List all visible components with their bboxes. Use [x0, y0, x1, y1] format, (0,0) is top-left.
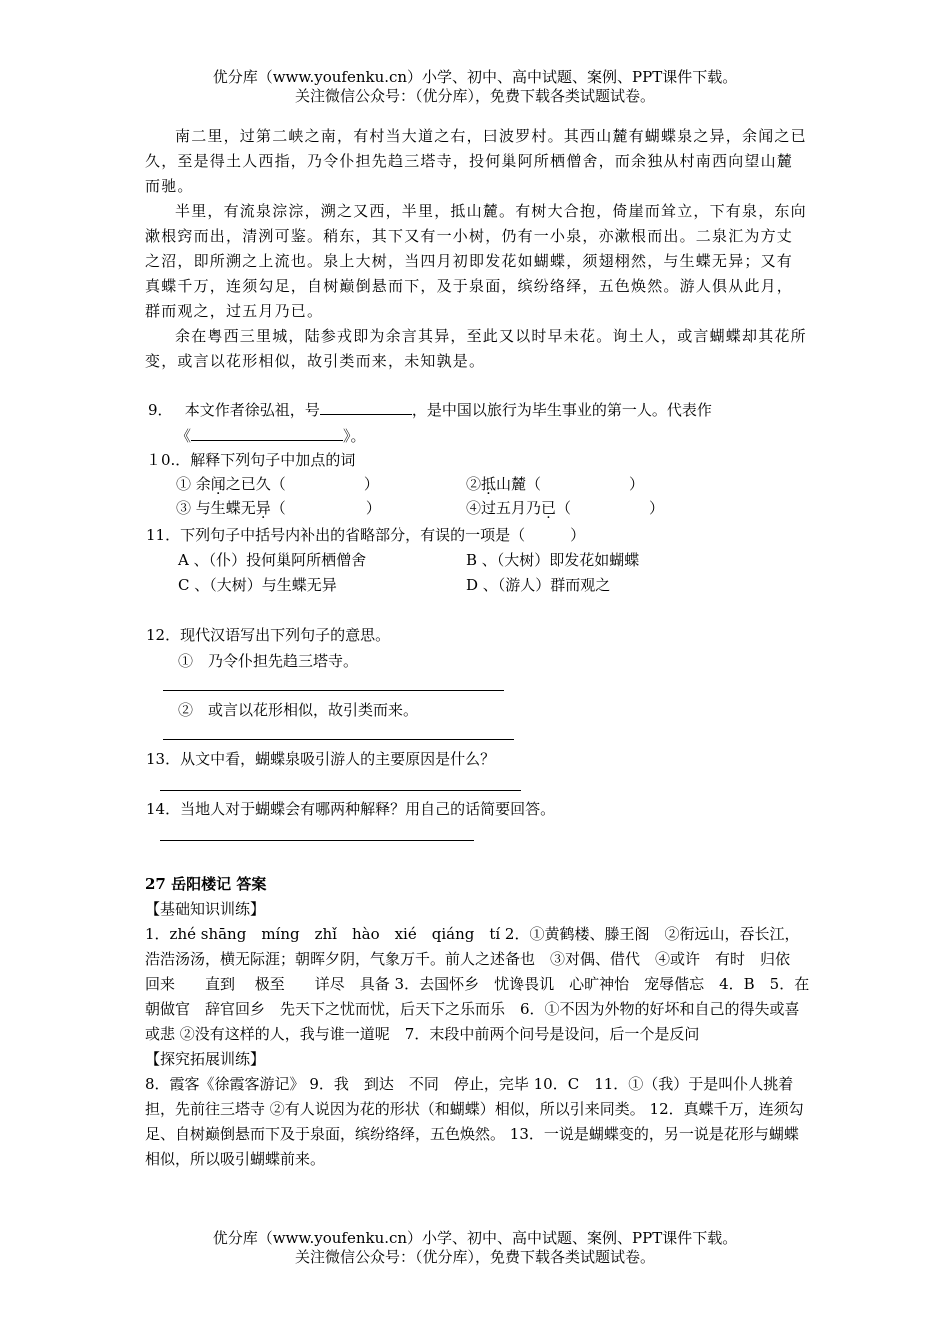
footer-line-2: 关注微信公众号：（优分库），免费下载各类试题试卷。 [294, 1248, 655, 1266]
answer-blank[interactable] [191, 424, 343, 441]
section-heading: 【基础知识训练】 [145, 900, 266, 918]
question-9 [148, 398, 712, 421]
answers-body [145, 897, 810, 1172]
answer-line[interactable] [160, 790, 521, 791]
question-9-line-2 [176, 424, 366, 447]
answers-part-2: 8．霞客《徐霞客游记》 9．我 到达 不同 停止，完毕 10．C 11．①（我）于是叫仆人挑着担，先前往三塔寺 ②有人说因为花的形状（和蝴蝶）相似，所以引来同类。 12．真蝶千万，连须勾足、自树巅倒悬而下及于泉面，缤纷络绎，五色焕然。 13．一说是蝴蝶变的，另一说是花形与蝴蝶相似，所以吸引蝴蝶前来。 [145, 1075, 804, 1168]
passage [145, 124, 809, 374]
answer-line[interactable] [160, 840, 474, 841]
passage-paragraph-3: 余在粤西三里城，陆参戎即为余言其异，至此又以时早未花。询土人，或言蝴蝶却其花所变，或言以花形相似，故引类而来，未知孰是。 [145, 327, 807, 370]
dotted-word: 异 [255, 499, 271, 517]
header-line-2: 关注微信公众号：（优分库），免费下载各类试题试卷。 [294, 87, 655, 105]
question-11-option-d[interactable]: D 、（游人）群而观之 [466, 576, 611, 594]
answers-title: 27 岳阳楼记 答案 [145, 875, 267, 893]
question-10-item-3: ③ 与生蝶无异（ ） [176, 499, 381, 517]
question-9-text-b: ，是中国以旅行为毕生事业的第一人。代表作 [411, 401, 712, 419]
question-11-option-c[interactable]: C 、（大树）与生蝶无异 [178, 576, 337, 594]
question-11-option-b[interactable]: B 、（大树）即发花如蝴蝶 [466, 551, 640, 569]
header-line-1: 优分库（www.youfenku.cn）小学、初中、高中试题、案例、PPT课件下载。 [212, 68, 738, 86]
question-10-item-4: ④过五月乃已（ ） [466, 499, 665, 517]
question-9-text-a: 9． 本文作者徐弘祖，号 [148, 401, 320, 419]
answer-blank[interactable] [320, 398, 412, 415]
question-10: １0.．解释下列句子中加点的词 [146, 451, 356, 469]
question-9-open-bracket: 《 [176, 427, 192, 445]
question-11-option-a[interactable]: A 、（仆）投何巢阿所栖僧舍 [178, 551, 367, 569]
question-12: 12．现代汉语写出下列句子的意思。 [146, 626, 391, 644]
answer-line[interactable] [163, 690, 504, 691]
question-12-item-1: ① 乃令仆担先趋三塔寺。 [178, 652, 359, 670]
passage-paragraph-2: 半里，有流泉淙淙，溯之又西，半里，抵山麓。有树大合抱，倚崖而耸立，下有泉，东向漱根窍而出，清洌可鉴。稍东，其下又有一小树，仍有一小泉，亦漱根而出。二泉汇为方丈之沼，即所溯之上流也。泉上大树，当四月初即发花如蝴蝶，须翅栩然，与生蝶无异；又有真蝶千万，连须勾足，自树巅倒悬而下，及于泉面，缤纷络绎，五色焕然。游人俱从此月，群而观之，过五月乃已。 [145, 202, 807, 320]
question-14: 14．当地人对于蝴蝶会有哪两种解释？用自己的话简要回答。 [146, 800, 556, 818]
dotted-word: 已 [541, 499, 557, 517]
passage-paragraph-1: 南二里，过第二峡之南，有村当大道之右，曰波罗村。其西山麓有蝴蝶泉之异，余闻之已久，至是得土人西指，乃令仆担先趋三塔寺，投何巢阿所栖僧舍，而余独从村南西向望山麓而驰。 [145, 127, 807, 195]
question-10-item-2: ②抵山麓（ ） [466, 475, 645, 493]
dotted-word: 闻 [210, 475, 226, 493]
question-11: 11．下列句子中括号内补出的省略部分，有误的一项是（ ） [146, 526, 586, 544]
answers-part-1: 1．zhé shāng míng zhǐ hào xié qiáng tí 2．①黄鹤楼、滕王阁 ②衔远山，吞长江，浩浩汤汤，横无际涯；朝晖夕阴，气象万千。前人之述备也 ③对偶、借代 ④或许 有时 归依 回来 直到 极至 详尽 具备 3．去国怀乡 忧谗畏讥 心旷神怡 宠辱偕忘 4．B 5．在朝做官 辞官回乡 先天下之忧而忧，后天下之乐而乐 6．①不因为外物的好坏和自己的得失或喜或悲 ②没有这样的人，我与谁一道呢 7．末段中前两个问号是设问，后一个是反问 [145, 925, 810, 1043]
answer-line[interactable] [163, 739, 514, 740]
dotted-word: 抵 [481, 475, 497, 493]
question-10-item-1: ① 余闻之已久（ ） [176, 475, 379, 493]
question-13: 13．从文中看，蝴蝶泉吸引游人的主要原因是什么？ [146, 750, 496, 768]
question-9-close-bracket: 》。 [343, 427, 366, 445]
footer-line-1: 优分库（www.youfenku.cn）小学、初中、高中试题、案例、PPT课件下载。 [212, 1229, 738, 1247]
section-heading: 【探究拓展训练】 [145, 1050, 266, 1068]
question-12-item-2: ② 或言以花形相似，故引类而来。 [178, 701, 419, 719]
